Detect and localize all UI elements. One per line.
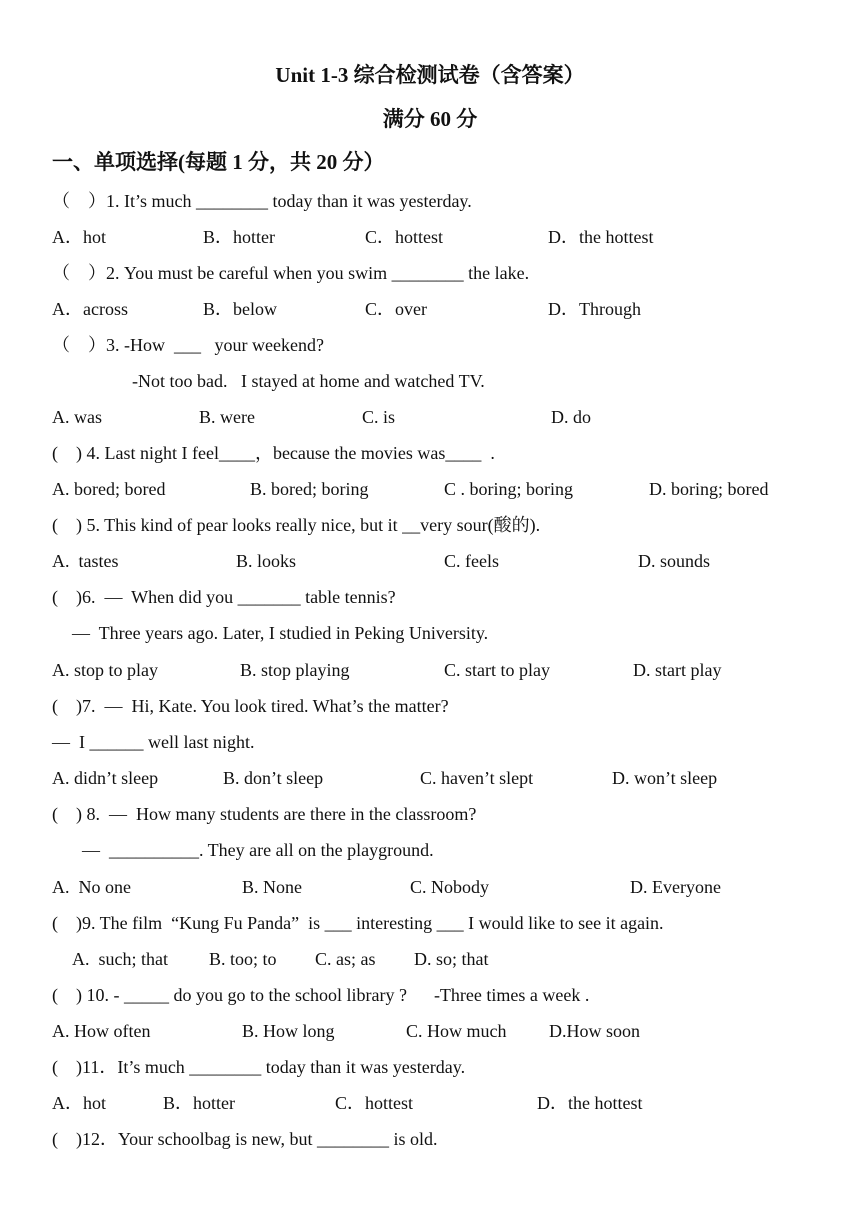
question-8-stem: ( ) 8. — How many students are there in the classroom? — [52, 804, 477, 824]
question-8-option-d: D. Everyone — [630, 877, 721, 897]
question-7-option-a: A. didn’t sleep — [52, 768, 159, 788]
question-8-option-b: B. None — [242, 877, 302, 897]
question-8-reply: — __________. They are all on the playground. — [82, 840, 434, 860]
question-4-option-b: B. bored; boring — [250, 479, 369, 499]
question-7-stem: ( )7. — Hi, Kate. You look tired. What’s the matter? — [52, 696, 449, 716]
question-4-option-c: C . boring; boring — [444, 479, 573, 499]
question-2-option-b: B．below — [203, 299, 277, 319]
question-5-option-c: C. feels — [444, 551, 499, 571]
question-2-stem: （ ）2. You must be careful when you swim ________ the lake. — [52, 263, 530, 283]
question-1-stem: （ ）1. It’s much ________ today than it was yesterday. — [52, 191, 472, 211]
question-9-option-a: A. such; that — [72, 949, 168, 969]
question-3-option-b: B. were — [199, 407, 255, 427]
question-2-option-a: A．across — [52, 299, 128, 319]
question-11-option-b: B．hotter — [163, 1093, 235, 1113]
section-heading: 一、单项选择(每题 1 分，共 20 分） — [52, 150, 385, 174]
question-6-option-b: B. stop playing — [240, 660, 350, 680]
question-11-option-d: D．the hottest — [537, 1093, 643, 1113]
question-7-option-c: C. haven’t slept — [420, 768, 534, 788]
question-5-stem: ( ) 5. This kind of pear looks really nice, but it __very sour(酸的). — [52, 515, 541, 535]
question-7-reply: — I ______ well last night. — [52, 732, 255, 752]
exam-title: Unit 1-3 综合检测试卷（含答案） — [275, 63, 585, 87]
question-10-option-b: B. How long — [242, 1021, 335, 1041]
question-7-option-b: B. don’t sleep — [223, 768, 324, 788]
question-11-option-c: C．hottest — [335, 1093, 414, 1113]
question-10-option-a: A. How often — [52, 1021, 151, 1041]
question-10-option-d: D.How soon — [549, 1021, 641, 1041]
question-5-option-a: A. tastes — [52, 551, 119, 571]
question-6-option-d: D. start play — [633, 660, 722, 680]
question-10-stem: ( ) 10. - _____ do you go to the school library ? -Three times a week . — [52, 985, 590, 1005]
question-9-stem: ( )9. The film “Kung Fu Panda” is ___ interesting ___ I would like to see it again. — [52, 913, 664, 933]
question-3-option-c: C. is — [362, 407, 396, 427]
question-9-option-b: B. too; to — [209, 949, 277, 969]
question-6-option-c: C. start to play — [444, 660, 550, 680]
question-10-option-c: C. How much — [406, 1021, 507, 1041]
question-2-option-d: D．Through — [548, 299, 641, 319]
question-5-option-d: D. sounds — [638, 551, 711, 571]
question-9-option-d: D. so; that — [414, 949, 489, 969]
question-8-option-c: C. Nobody — [410, 877, 490, 897]
question-5-option-b: B. looks — [236, 551, 297, 571]
question-6-stem: ( )6. — When did you _______ table tennis? — [52, 587, 396, 607]
question-1-option-b: B．hotter — [203, 227, 275, 247]
question-6-option-a: A. stop to play — [52, 660, 158, 680]
question-4-stem: ( ) 4. Last night I feel____，because the movies was____ . — [52, 443, 495, 463]
question-3-stem: （ ）3. -How ___ your weekend? — [52, 335, 324, 355]
question-3-option-a: A. was — [52, 407, 102, 427]
question-4-option-d: D. boring; bored — [649, 479, 769, 499]
question-1-option-a: A．hot — [52, 227, 106, 247]
question-6-reply: — Three years ago. Later, I studied in Peking University. — [72, 623, 489, 643]
question-9-option-c: C. as; as — [315, 949, 376, 969]
full-score: 满分 60 分 — [382, 107, 478, 131]
question-7-option-d: D. won’t sleep — [612, 768, 718, 788]
question-1-option-c: C．hottest — [365, 227, 444, 247]
question-11-option-a: A．hot — [52, 1093, 106, 1113]
question-12-stem: ( )12．Your schoolbag is new, but ________ is old. — [52, 1129, 438, 1149]
question-1-option-d: D．the hottest — [548, 227, 654, 247]
question-4-option-a: A. bored; bored — [52, 479, 166, 499]
question-8-option-a: A. No one — [52, 877, 131, 897]
question-3-option-d: D. do — [551, 407, 591, 427]
question-11-stem: ( )11．It’s much ________ today than it was yesterday. — [52, 1057, 466, 1077]
question-2-option-c: C．over — [365, 299, 427, 319]
question-3-reply: -Not too bad. I stayed at home and watched TV. — [132, 371, 485, 391]
